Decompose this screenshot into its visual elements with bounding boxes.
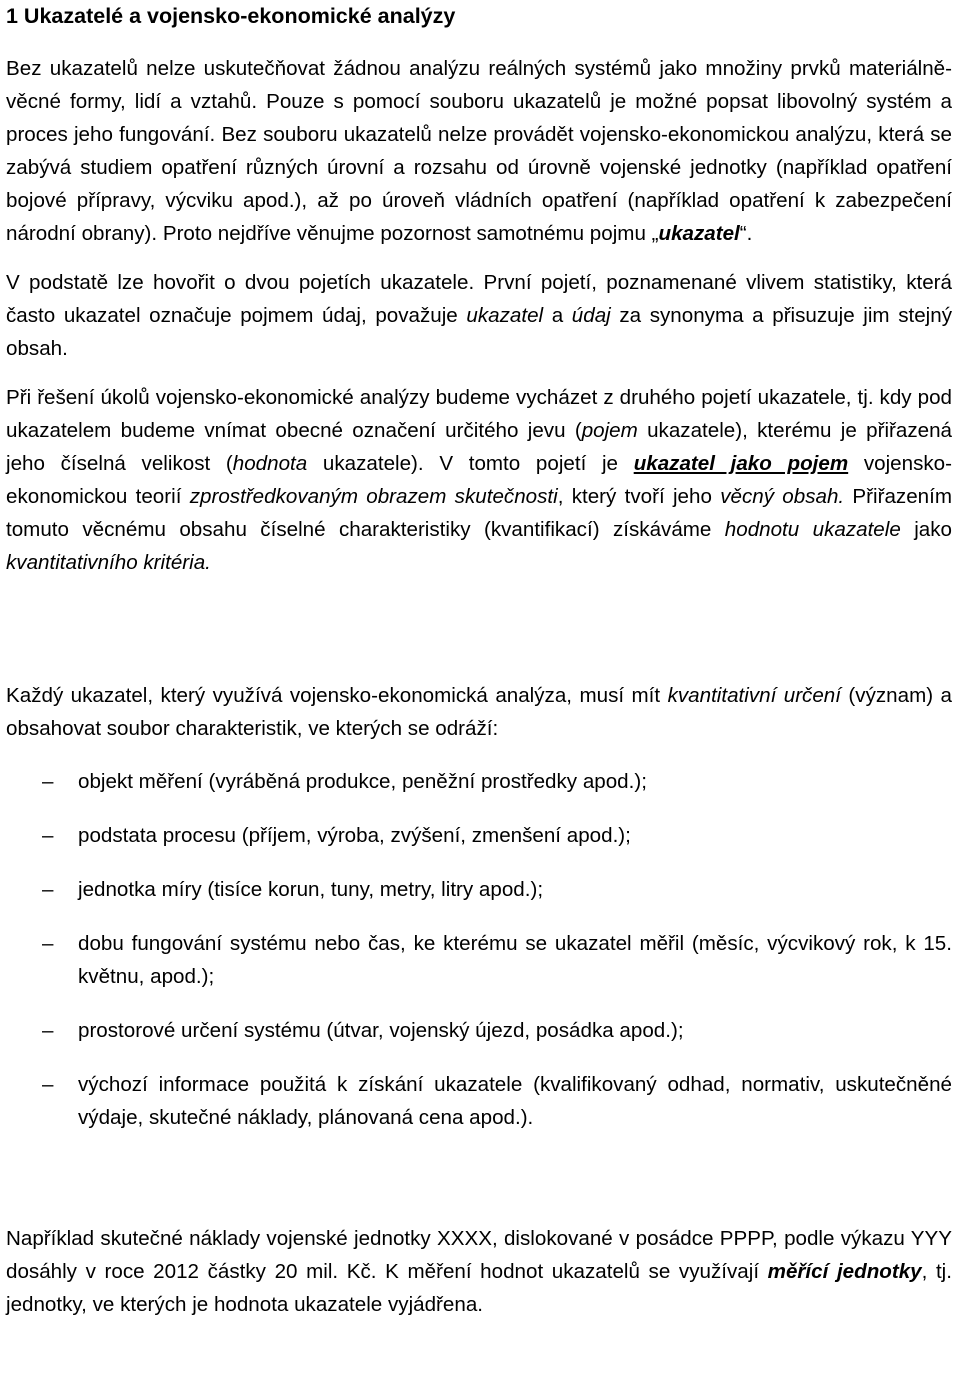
term-ukazatel-italic: ukazatel: [466, 304, 544, 327]
list-item: [6, 1014, 952, 1047]
paragraph-text: Například skutečné náklady vojenské jednotky XXXX, dislokované v posádce PPPP, podle výkazu YYY dosáhly v roce 2012 částky 20 mil. Kč. K měření hodnot ukazatelů se využívají: [6, 1227, 952, 1283]
term-kvantitativni-kriterium: kvantitativního kritéria.: [6, 551, 211, 574]
dash-bullet: –: [42, 1073, 54, 1096]
list-item: [6, 1068, 952, 1134]
list-item-text: prostorové určení systému (útvar, vojenský újezd, posádka apod.);: [78, 1019, 684, 1042]
paragraph-characteristics-intro: [6, 679, 952, 745]
list-item: [6, 819, 952, 852]
dash-bullet: –: [42, 824, 54, 847]
term-udaj: údaj: [571, 304, 611, 327]
dash-bullet: –: [42, 770, 54, 793]
term-vecny-obsah: věcný obsah.: [720, 485, 845, 508]
paragraph-second-concept: [6, 381, 952, 579]
paragraph-two-concepts: [6, 266, 952, 365]
section-heading: 1 Ukazatelé a vojensko-ekonomické analýzy: [6, 4, 456, 28]
term-ukazatel-jako-pojem: ukazatel jako pojem: [633, 452, 849, 475]
paragraph-text: Každý ukazatel, který využívá vojensko-ekonomická analýza, musí mít: [6, 684, 668, 707]
paragraph-text: ukazatele), kterému je přiřazená jeho číselná velikost (: [6, 419, 952, 475]
document-page: [6, 0, 952, 1321]
term-hodnotu-ukazatele: hodnotu ukazatele: [724, 518, 901, 541]
paragraph-text: V podstatě lze hovořit o dvou pojetích ukazatele. První pojetí, poznamenané vlivem statistiky, která často ukazatel označuje pojmem údaj, považuje: [6, 271, 952, 327]
list-item: [6, 927, 952, 993]
paragraph-text: Bez ukazatelů nelze uskutečňovat žádnou analýzu reálných systémů jako množiny prvků materiálně-věcné formy, lidí a vztahů. Pouze s pomocí souboru ukazatelů je možné popsat libovolný systém a proces jeho fungování. Bez souboru ukazatelů nelze provádět vojensko-ekonomickou analýzu, která se zabývá studiem opatření různých úrovní a rozsahu od úrovně vojenské jednotky (například opatření bojové přípravy, výcviku apod.), až po úroveň vládních opatření (například opatření k zabezpečení národní obrany). Proto nejdříve věnujme pozornost samotnému pojmu: [6, 57, 952, 245]
list-item-text: jednotka míry (tisíce korun, tuny, metry, litry apod.);: [78, 878, 544, 901]
term-ukazatel: ukazatel: [658, 222, 740, 245]
paragraph-text: (význam) a obsahovat soubor charakteristik, ve kterých se odráží:: [6, 684, 952, 740]
list-item-text: podstata procesu (příjem, výroba, zvýšení, zmenšení apod.);: [78, 824, 631, 847]
term-kvantitativni-urceni: kvantitativní určení: [667, 684, 841, 707]
paragraph-text: Při řešení úkolů vojensko-ekonomické analýzy budeme vycházet z druhého pojetí ukazatele, tj. kdy pod ukazatelem budeme vnímat obecné označení určitého jevu (: [6, 386, 952, 442]
list-item-text: objekt měření (vyráběná produkce, peněžní prostředky apod.);: [78, 770, 647, 793]
list-item-text: výchozí informace použitá k získání ukazatele (kvalifikovaný odhad, normativ, uskutečněné výdaje, skutečné náklady, plánovaná cena apod.).: [78, 1073, 952, 1129]
list-item: [6, 765, 952, 798]
paragraph-text: ukazatele). V tomto pojetí je: [307, 452, 634, 475]
term-zprostredkovany-obraz: zprostředkovaným obrazem skutečnosti: [189, 485, 558, 508]
paragraph-text: Přiřazením tomuto věcnému obsahu číselné charakteristiky (kvantifikací) získáváme: [6, 485, 952, 541]
paragraph-text: jako: [900, 518, 952, 541]
open-quote: „: [651, 222, 659, 245]
dash-bullet: –: [42, 878, 54, 901]
paragraph-example: [6, 1222, 952, 1321]
close-quote: “.: [739, 222, 753, 245]
list-item-text: dobu fungování systému nebo čas, ke kterému se ukazatel měřil (měsíc, výcvikový rok, k 15. květnu, apod.);: [78, 932, 952, 988]
paragraph-text: vojensko-ekonomickou teorií: [6, 452, 952, 508]
characteristics-list: [6, 765, 952, 1134]
dash-bullet: –: [42, 932, 54, 955]
term-hodnota: hodnota: [232, 452, 308, 475]
dash-bullet: –: [42, 1019, 54, 1042]
term-pojem: pojem: [581, 419, 638, 442]
paragraph-text: , tj. jednotky, ve kterých je hodnota ukazatele vyjádřena.: [6, 1260, 952, 1316]
term-merici-jednotky: měřící jednotky: [767, 1260, 922, 1283]
paragraph-text: a: [543, 304, 572, 327]
list-item: [6, 873, 952, 906]
paragraph-text: , který tvoří jeho: [557, 485, 721, 508]
paragraph-text: za synonyma a přisuzuje jim stejný obsah.: [6, 304, 952, 360]
paragraph-indicators-intro: [6, 52, 952, 250]
